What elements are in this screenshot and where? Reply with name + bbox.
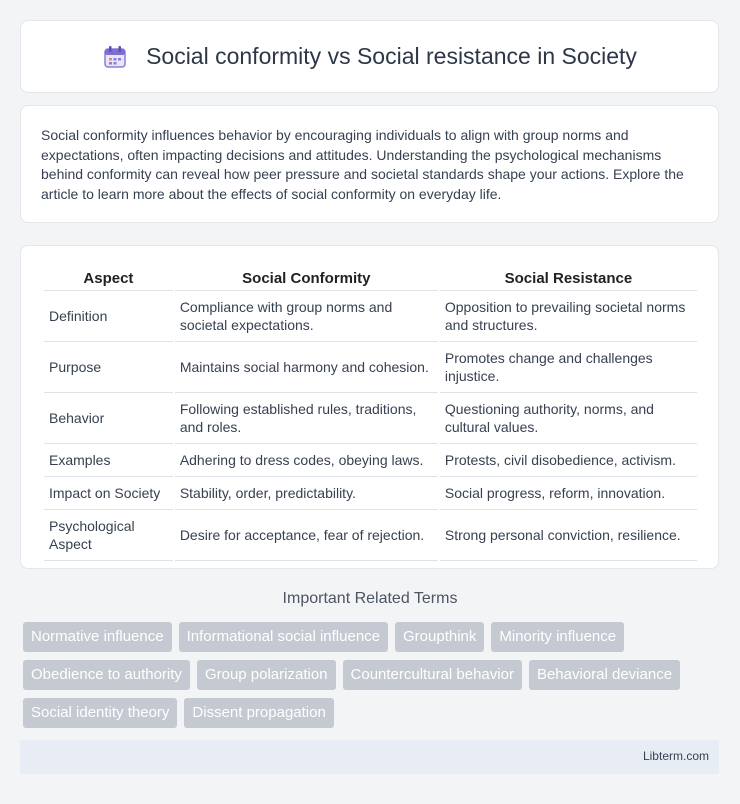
table-row bbox=[44, 444, 697, 477]
tag-minority-influence[interactable]: Minority influence bbox=[491, 622, 624, 652]
header-aspect: Aspect bbox=[44, 266, 173, 291]
row-resistance: Promotes change and challenges injustice. bbox=[440, 342, 697, 393]
row-conformity: Following established rules, traditions, and roles. bbox=[175, 393, 438, 444]
related-terms-title: Important Related Terms bbox=[282, 590, 458, 607]
intro-card bbox=[20, 105, 719, 223]
tag-countercultural-behavior[interactable]: Countercultural behavior bbox=[343, 660, 522, 690]
row-aspect: Definition bbox=[44, 291, 173, 342]
row-resistance: Strong personal conviction, resilience. bbox=[440, 510, 697, 561]
header-social-resistance: Social Resistance bbox=[440, 266, 697, 291]
tag-group-polarization[interactable]: Group polarization bbox=[197, 660, 336, 690]
tag-obedience-to-authority[interactable]: Obedience to authority bbox=[23, 660, 190, 690]
tag-behavioral-deviance[interactable]: Behavioral deviance bbox=[529, 660, 680, 690]
tag-groupthink[interactable]: Groupthink bbox=[395, 622, 484, 652]
row-resistance: Questioning authority, norms, and cultural values. bbox=[440, 393, 697, 444]
row-conformity: Adhering to dress codes, obeying laws. bbox=[175, 444, 438, 477]
related-terms-list bbox=[23, 622, 723, 728]
tag-dissent-propagation[interactable]: Dissent propagation bbox=[184, 698, 333, 728]
row-aspect: Impact on Society bbox=[44, 477, 173, 510]
calendar-icon bbox=[102, 44, 128, 70]
tag-social-identity-theory[interactable]: Social identity theory bbox=[23, 698, 177, 728]
row-resistance: Social progress, reform, innovation. bbox=[440, 477, 697, 510]
comparison-table-card bbox=[20, 245, 719, 569]
row-aspect: Behavior bbox=[44, 393, 173, 444]
table-header-row bbox=[44, 266, 697, 291]
header-social-conformity: Social Conformity bbox=[175, 266, 438, 291]
table-row bbox=[44, 291, 697, 342]
table-row bbox=[44, 477, 697, 510]
tag-normative-influence[interactable]: Normative influence bbox=[23, 622, 172, 652]
page-title: Social conformity vs Social resistance in Society bbox=[146, 43, 637, 69]
tag-informational-social-influence[interactable]: Informational social influence bbox=[179, 622, 388, 652]
row-conformity: Compliance with group norms and societal expectations. bbox=[175, 291, 438, 342]
row-resistance: Protests, civil disobedience, activism. bbox=[440, 444, 697, 477]
row-aspect: Examples bbox=[44, 444, 173, 477]
table-row bbox=[44, 393, 697, 444]
table-row bbox=[44, 510, 697, 561]
row-aspect: Purpose bbox=[44, 342, 173, 393]
row-resistance: Opposition to prevailing societal norms and structures. bbox=[440, 291, 697, 342]
row-conformity: Desire for acceptance, fear of rejection. bbox=[175, 510, 438, 561]
footer-site-link[interactable]: Libterm.com bbox=[642, 749, 709, 763]
comparison-table bbox=[42, 266, 699, 561]
intro-paragraph: Social conformity influences behavior by encouraging individuals to align with group norms and expectations, often impacting decisions and attitudes. Understanding the psychological mechanisms behind conformity can reveal how peer pressure and societal standards shape your actions. Explore the article to learn more about the effects of social conformity on everyday life. bbox=[41, 127, 684, 202]
row-conformity: Maintains social harmony and cohesion. bbox=[175, 342, 438, 393]
footer bbox=[20, 740, 719, 774]
row-aspect: Psychological Aspect bbox=[44, 510, 173, 561]
table-row bbox=[44, 342, 697, 393]
header-card bbox=[20, 20, 719, 93]
row-conformity: Stability, order, predictability. bbox=[175, 477, 438, 510]
